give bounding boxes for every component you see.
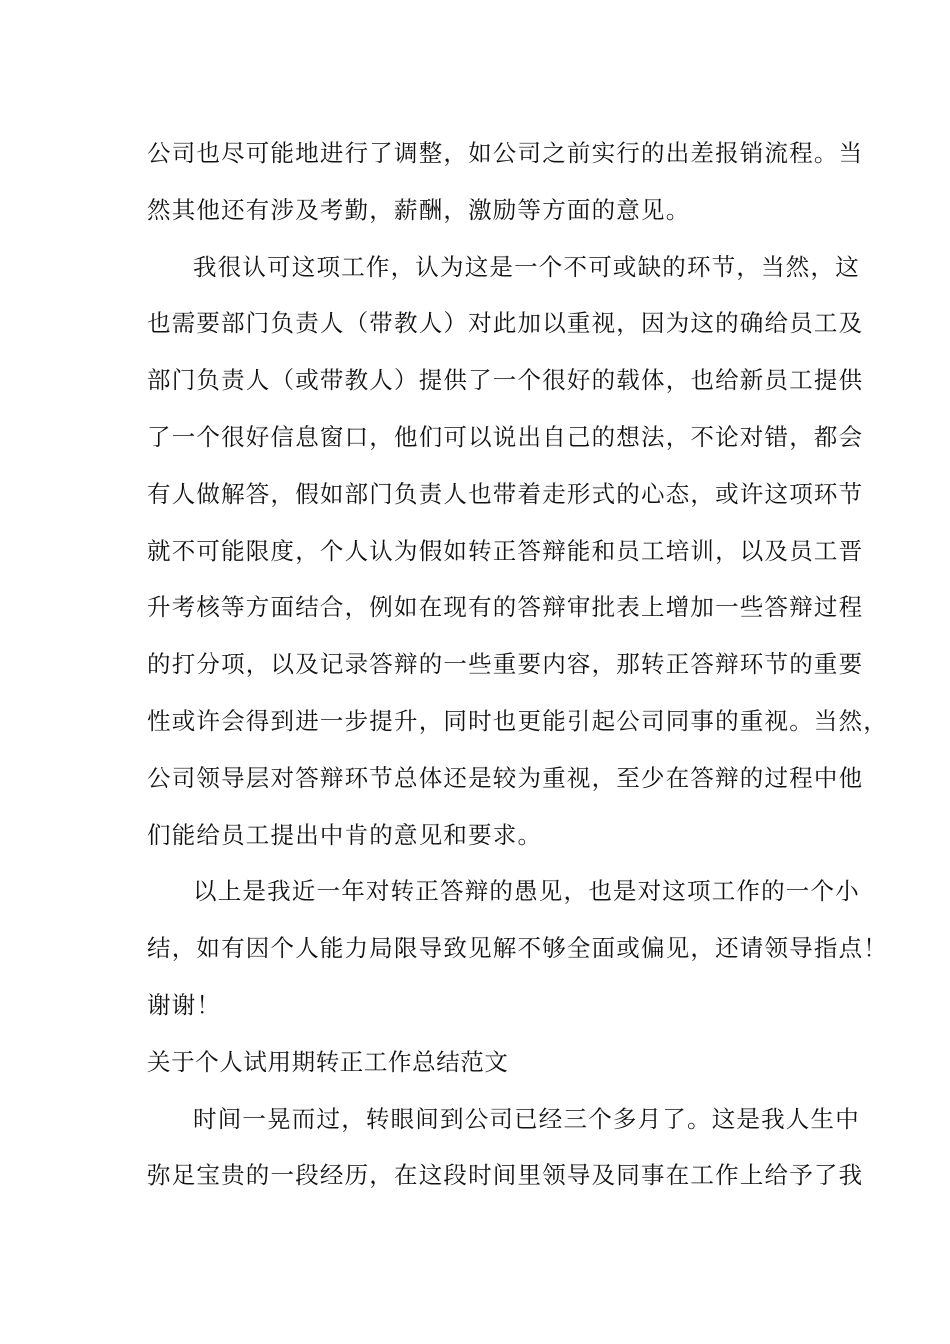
text-line: 然其他还有涉及考勤，薪酬，激励等方面的意见。: [147, 195, 691, 224]
paragraph-start-line: 我很认可这项工作，认为这是一个不可或缺的环节，当然，这: [193, 252, 860, 281]
text-line: 公司领导层对答辩环节总体还是较为重视，至少在答辩的过程中他: [147, 763, 864, 792]
document-body: [147, 131, 888, 1210]
text-line: 公司也尽可能地进行了调整，如公司之前实行的出差报销流程。当: [147, 139, 864, 167]
paragraph-start-line: 以上是我近一年对转正答辩的愚见，也是对这项工作的一个小: [193, 877, 860, 906]
text-line: 部门负责人（或带教人）提供了一个很好的载体，也给新员工提供: [147, 366, 864, 395]
paragraph-start-line: 时间一晃而过，转眼间到公司已经三个多月了。这是我人生中: [193, 1104, 860, 1133]
text-line: 结，如有因个人能力局限导致见解不够全面或偏见，还请领导指点！: [147, 934, 888, 963]
text-line: 也需要部门负责人（带教人）对此加以重视，因为这的确给员工及: [147, 309, 864, 338]
text-line: 谢谢！: [147, 990, 222, 1019]
text-line: 了一个很好信息窗口，他们可以说出自己的想法，不论对错，都会: [147, 422, 864, 451]
text-line: 们能给员工提出中肯的意见和要求。: [147, 820, 543, 849]
text-line: 有人做解答，假如部门负责人也带着走形式的心态，或许这项环节: [147, 479, 864, 508]
text-line: 弥足宝贵的一段经历，在这段时间里领导及同事在工作上给予了我: [147, 1161, 864, 1190]
text-line: 就不可能限度，个人认为假如转正答辩能和员工培训，以及员工晋: [147, 536, 864, 565]
section-heading: 关于个人试用期转正工作总结范文: [147, 1047, 509, 1076]
text-line: 性或许会得到进一步提升，同时也更能引起公司同事的重视。当然，: [147, 706, 888, 735]
text-line: 的打分项，以及记录答辩的一些重要内容，那转正答辩环节的重要: [147, 650, 864, 679]
text-line: 升考核等方面结合，例如在现有的答辩审批表上增加一些答辩过程: [147, 593, 864, 622]
